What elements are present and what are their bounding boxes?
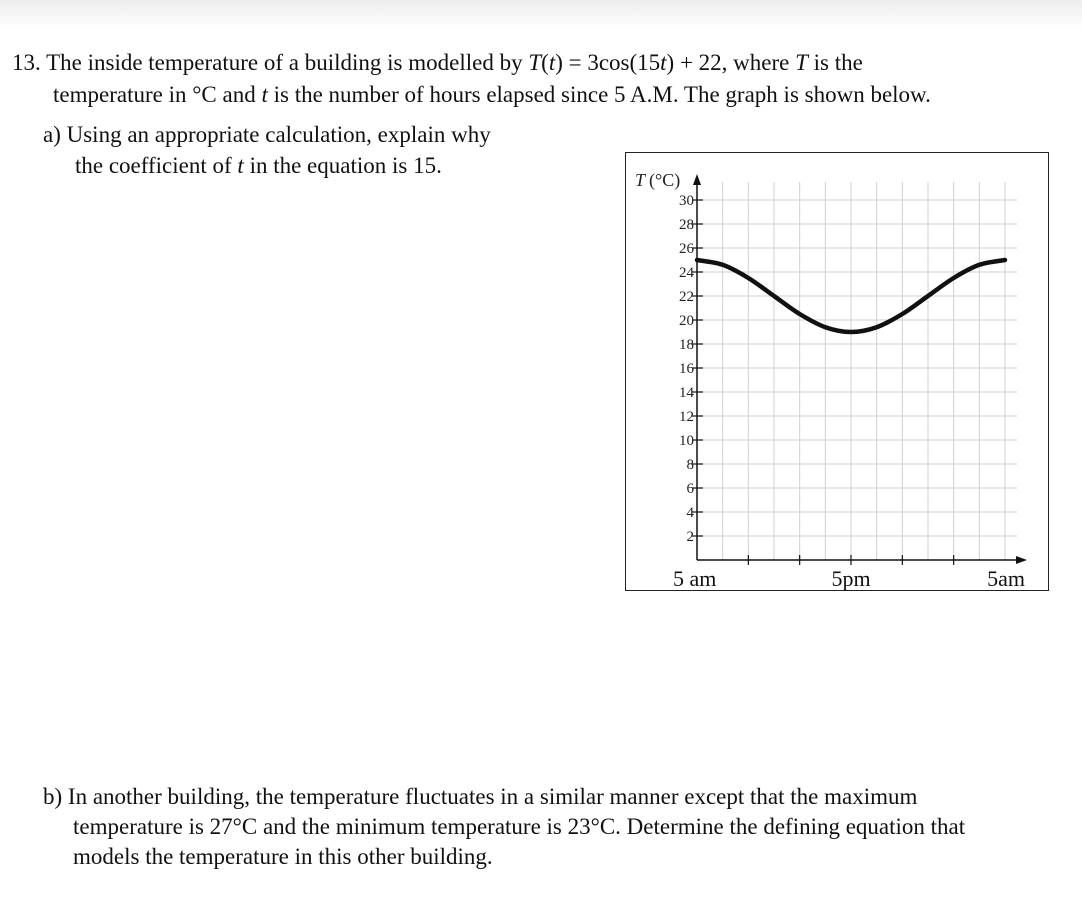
y-tick-label-28: 28 xyxy=(679,217,694,233)
y-tick-label-4: 4 xyxy=(686,505,694,521)
part-a-t: t xyxy=(237,153,244,178)
top-shadow-strip xyxy=(0,0,1082,30)
grid xyxy=(697,182,1017,560)
y-tick-label-12: 12 xyxy=(679,409,694,425)
question-line-2 xyxy=(53,82,931,108)
part-b-text-2: temperature is 27°C and the minimum temperature is 23°C. Determine the defining equation that xyxy=(73,814,966,839)
part-a-text-2b: in the equation is 15. xyxy=(249,153,442,178)
eq-symbol-t2: t xyxy=(660,50,667,75)
part-a-line-1 xyxy=(43,122,491,148)
part-b-label: b) xyxy=(43,784,63,809)
part-a-label: a) xyxy=(43,122,61,147)
eq-end: ) + 22, where xyxy=(666,50,790,75)
x-axis-arrow xyxy=(1016,556,1027,564)
part-b-line-3 xyxy=(73,844,493,870)
eq-symbol-t: t xyxy=(548,50,556,75)
line2-t: t xyxy=(261,82,268,107)
y-tick-label-20: 20 xyxy=(679,313,694,329)
y-tick-label-30: 30 xyxy=(679,193,694,209)
part-b-line-1 xyxy=(43,784,917,810)
eq-symbol-T: T xyxy=(528,50,542,75)
eq-paren: ( xyxy=(541,50,549,75)
part-a-line-2 xyxy=(75,153,442,179)
y-tick-label-14: 14 xyxy=(679,385,694,401)
y-axis-arrow xyxy=(693,174,701,185)
part-a-text-1: Using an appropriate calculation, explain why xyxy=(66,122,491,147)
x-tick-label-5-am: 5 am xyxy=(673,566,717,591)
question-line-1 xyxy=(12,50,863,76)
y-tick-label-2: 2 xyxy=(686,529,694,545)
y-tick-label-24: 24 xyxy=(679,265,694,281)
y-tick-label-16: 16 xyxy=(679,361,694,377)
question-number: 13. xyxy=(12,50,41,75)
y-ticks xyxy=(679,193,703,545)
is-the-text: is the xyxy=(813,50,863,75)
y-tick-label-8: 8 xyxy=(686,457,694,473)
part-b-text-3: models the temperature in this other building. xyxy=(73,844,493,869)
y-tick-label-26: 26 xyxy=(679,241,694,257)
x-tick-label-5am: 5am xyxy=(987,566,1025,591)
question-intro: The inside temperature of a building is modelled by xyxy=(46,50,523,75)
part-a-text-2a: the coefficient of xyxy=(75,153,232,178)
y-tick-label-10: 10 xyxy=(679,433,694,449)
y-tick-label-18: 18 xyxy=(679,337,694,353)
y-axis-label: T (°C) xyxy=(635,170,681,190)
T-symbol: T xyxy=(795,50,808,75)
axes xyxy=(693,174,1027,564)
line2-b: is the number of hours elapsed since 5 A.M. The graph is shown below. xyxy=(273,82,931,107)
part-b-line-2 xyxy=(73,814,965,840)
x-tick-label-5pm: 5pm xyxy=(831,566,871,591)
line2-a: temperature in °C and xyxy=(53,82,256,107)
part-b-text-1: In another building, the temperature fluctuates in a similar manner except that the maximum xyxy=(67,784,918,809)
y-tick-label-22: 22 xyxy=(679,289,694,305)
y-tick-label-6: 6 xyxy=(686,481,694,497)
eq-middle: ) = 3cos(15 xyxy=(555,50,661,75)
temperature-graph xyxy=(625,152,1049,591)
